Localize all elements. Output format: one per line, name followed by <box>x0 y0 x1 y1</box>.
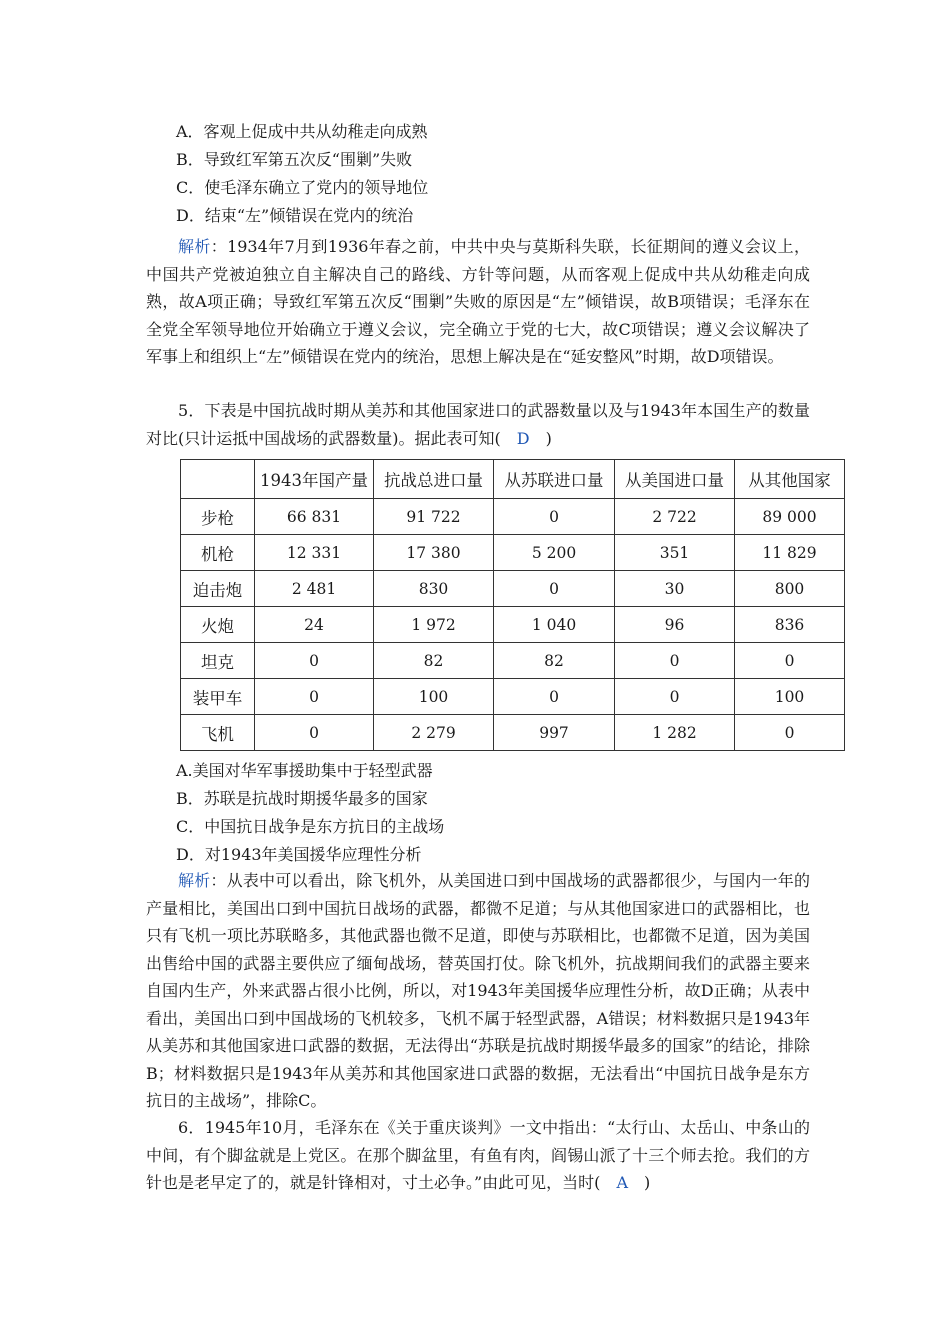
table-cell: 0 <box>735 643 845 679</box>
table-header-cell <box>181 460 255 499</box>
table-row <box>181 643 845 679</box>
table-row <box>181 571 845 607</box>
table-cell: 1 972 <box>374 607 494 643</box>
table-cell: 2 481 <box>255 571 374 607</box>
table-cell: 100 <box>735 679 845 715</box>
q4-option-a: A．客观上促成中共从幼稚走向成熟 <box>176 122 428 141</box>
table-cell: 96 <box>615 607 735 643</box>
table-cell: 0 <box>494 499 615 535</box>
q4-option-b: B．导致红军第五次反“围剿”失败 <box>176 150 413 169</box>
q4-option-c: C．使毛泽东确立了党内的领导地位 <box>176 178 429 197</box>
table-cell: 0 <box>494 679 615 715</box>
table-header-cell: 从美国进口量 <box>615 460 735 499</box>
table-cell: 0 <box>615 643 735 679</box>
table-row <box>181 535 845 571</box>
q5-answer: D <box>516 428 530 448</box>
table-header-cell: 从其他国家 <box>735 460 845 499</box>
q5-analysis <box>146 867 810 1115</box>
table-cell: 351 <box>615 535 735 571</box>
table-row-header: 迫击炮 <box>181 571 255 607</box>
q6-answer: A <box>616 1173 628 1192</box>
table-header-cell: 1943年国产量 <box>255 460 374 499</box>
table-row-header: 机枪 <box>181 535 255 571</box>
table-cell: 12 331 <box>255 535 374 571</box>
table-cell: 17 380 <box>374 535 494 571</box>
table-cell: 66 831 <box>255 499 374 535</box>
table-cell: 0 <box>255 715 374 751</box>
table-header-cell: 从苏联进口量 <box>494 460 615 499</box>
table-row <box>181 499 845 535</box>
table-row <box>181 679 845 715</box>
table-cell: 836 <box>735 607 845 643</box>
q6-stem: 6．1945年10月，毛泽东在《关于重庆谈判》一文中指出：“太行山、太岳山、中条山的中间，有个脚盆就是上党区。在那个脚盆里，有鱼有肉，阎锡山派了十三个师去抢。我们的方针也是老早定了的，就是针锋相对，寸土必争。”由此可见，当时( A ) <box>146 1118 810 1192</box>
q5-stem: 5．下表是中国抗战时期从美苏和其他国家进口的武器数量以及与1943年本国生产的数量对比(只计运抵中国战场的武器数量)。据此表可知( D ) <box>146 401 810 448</box>
table-cell: 100 <box>374 679 494 715</box>
table-row-header: 步枪 <box>181 499 255 535</box>
analysis-label: 解析 <box>178 237 211 256</box>
table-row-header: 飞机 <box>181 715 255 751</box>
table-cell: 89 000 <box>735 499 845 535</box>
table-cell: 1 282 <box>615 715 735 751</box>
table-header-row <box>181 460 845 499</box>
table-cell: 0 <box>615 679 735 715</box>
table-row-header: 火炮 <box>181 607 255 643</box>
table-cell: 30 <box>615 571 735 607</box>
analysis-text: ：1934年7月到1936年春之前，中共中央与莫斯科失联，长征期间的遵义会议上，中国共产党被迫独立自主解决自己的路线、方针等问题，从而客观上促成中共从幼稚走向成熟，故A项正确；导致红军第五次反“围剿”失败的原因是“左”倾错误，故B项错误；毛泽东在全党全军领导地位开始确立于遵义会议，完全确立于党的七大，故C项错误；遵义会议解决了军事上和组织上“左”倾错误在党内的统治，思想上解决是在“延安整风”时期，故D项错误。 <box>146 237 810 366</box>
table-row-header: 坦克 <box>181 643 255 679</box>
table-cell: 0 <box>735 715 845 751</box>
table-header-cell: 抗战总进口量 <box>374 460 494 499</box>
table-cell: 1 040 <box>494 607 615 643</box>
table-cell: 11 829 <box>735 535 845 571</box>
table-cell: 800 <box>735 571 845 607</box>
table-cell: 5 200 <box>494 535 615 571</box>
table-cell: 82 <box>494 643 615 679</box>
table-cell: 997 <box>494 715 615 751</box>
table-cell: 2 279 <box>374 715 494 751</box>
q4-analysis <box>146 233 810 371</box>
table-cell: 0 <box>255 643 374 679</box>
weapons-import-table <box>180 459 845 751</box>
q4-option-d: D．结束“左”倾错误在党内的统治 <box>176 206 414 225</box>
analysis-text: ：从表中可以看出，除飞机外，从美国进口到中国战场的武器都很少，与国内一年的产量相比，美国出口到中国抗日战场的武器，都微不足道；与从其他国家进口的武器相比，也只有飞机一项比苏联略多，其他武器也微不足道，即使与苏联相比，也都微不足道，因为美国出售给中国的武器主要供应了缅甸战场，替英国打仗。除飞机外，抗战期间我们的武器主要来自国内生产，外来武器占很小比例，所以，对1943年美国援华应理性分析，故D正确；从表中看出，美国出口到中国战场的飞机较多，飞机不属于轻型武器，A错误；材料数据只是1943年从美苏和其他国家进口武器的数据，无法得出“苏联是抗战时期援华最多的国家”的结论，排除B；材料数据只是1943年从美苏和其他国家进口武器的数据，无法看出“中国抗日战争是东方抗日的主战场”，排除C。 <box>146 871 810 1110</box>
table-cell: 91 722 <box>374 499 494 535</box>
analysis-label: 解析 <box>178 871 211 890</box>
q5-option-d: D．对1943年美国援华应理性分析 <box>176 845 422 864</box>
table-row <box>181 715 845 751</box>
table-cell: 830 <box>374 571 494 607</box>
table-cell: 2 722 <box>615 499 735 535</box>
table-cell: 0 <box>255 679 374 715</box>
q5-option-b: B．苏联是抗战时期援华最多的国家 <box>176 789 428 808</box>
table-cell: 0 <box>494 571 615 607</box>
q5-option-c: C．中国抗日战争是东方抗日的主战场 <box>176 817 445 836</box>
table-row <box>181 607 845 643</box>
table-row-header: 装甲车 <box>181 679 255 715</box>
table-cell: 24 <box>255 607 374 643</box>
q5-option-a: A.美国对华军事援助集中于轻型武器 <box>176 761 433 780</box>
table-cell: 82 <box>374 643 494 679</box>
